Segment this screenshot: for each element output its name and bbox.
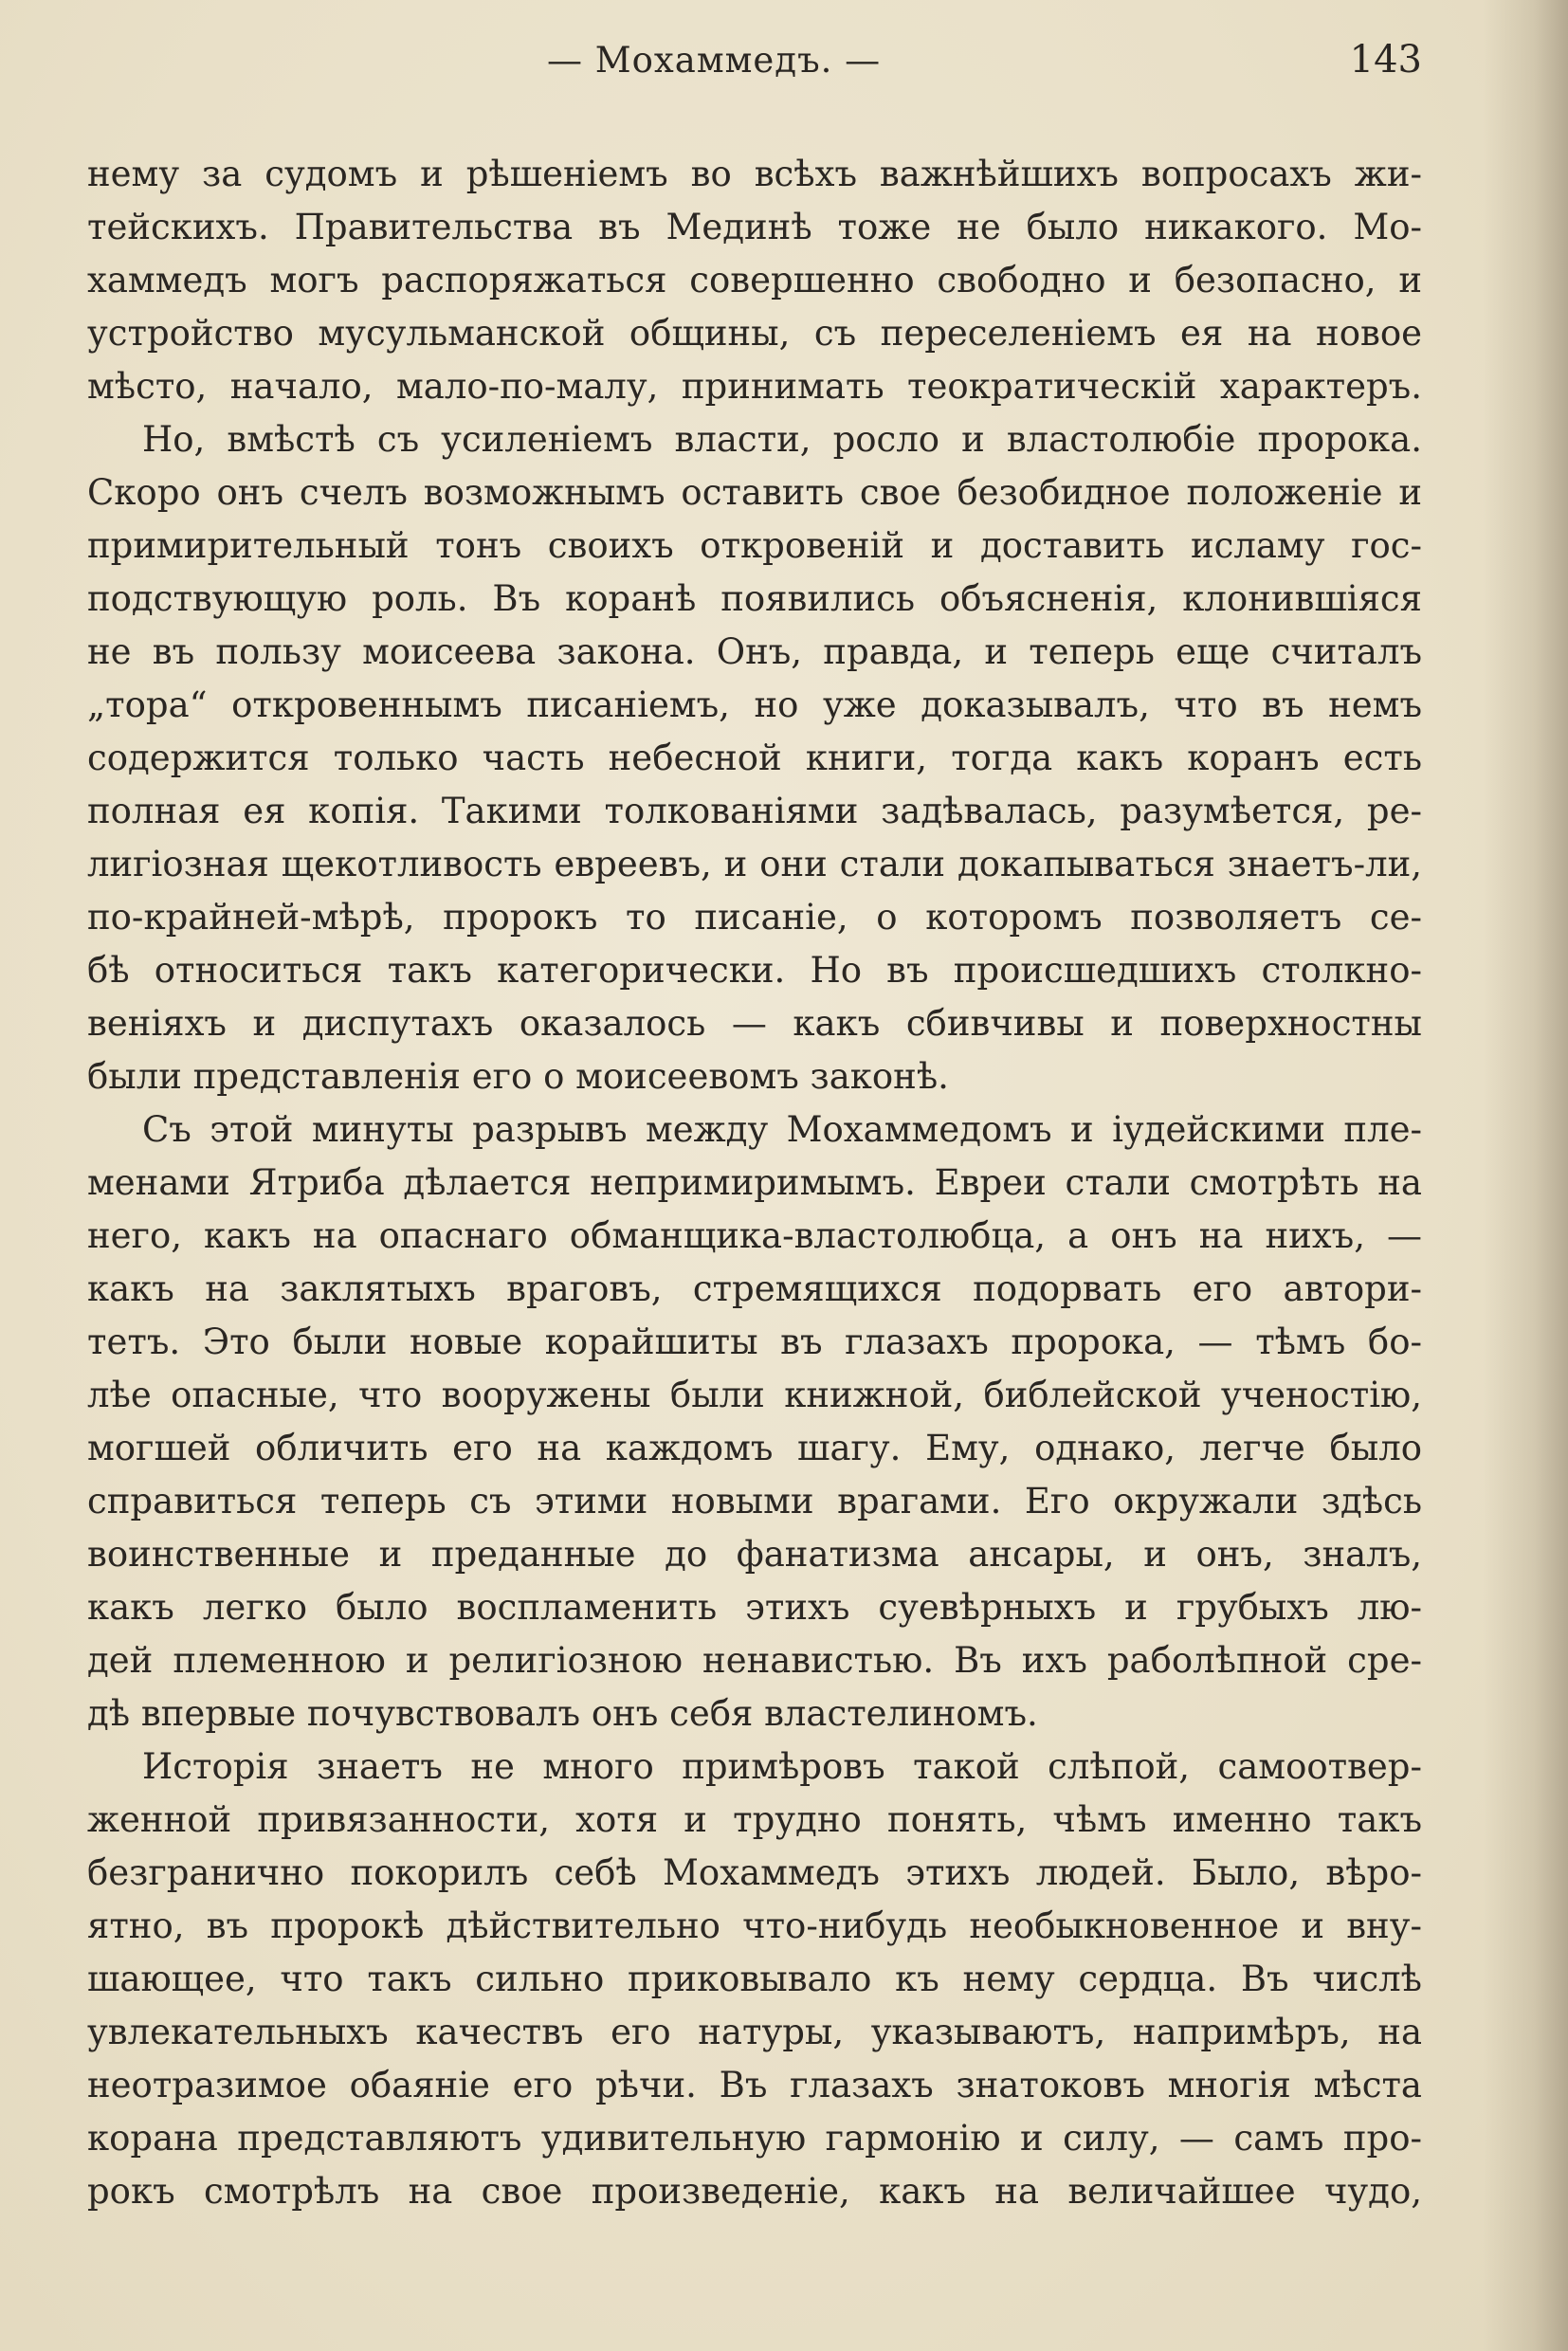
text-line: корана представляютъ удивительную гармонію и силу, — самъ про- [87, 2118, 1422, 2159]
text-line: дей племенною и религіозною ненавистью. Въ ихъ раболѣпной сре- [87, 1640, 1422, 1681]
text-line: шающее, что такъ сильно приковывало къ нему сердца. Въ числѣ [87, 1959, 1422, 1999]
text-line: не въ пользу моисеева закона. Онъ, правда, и теперь еще считалъ [87, 631, 1422, 672]
text-line: хаммедъ могъ распоряжаться совершенно свободно и безопасно, и [87, 260, 1422, 301]
text-line: лѣе опасные, что вооружены были книжной, библейской ученостію, [87, 1375, 1422, 1415]
text-line: рокъ смотрѣлъ на свое произведеніе, какъ на величайшее чудо, [87, 2171, 1422, 2212]
text-line: могшей обличить его на каждомъ шагу. Ему, однако, легче было [87, 1428, 1422, 1468]
text-line: мѣсто, начало, мало-по-малу, принимать теократическій характеръ. [87, 366, 1422, 407]
text-line: полная ея копія. Такими толкованіями задѣвалась, разумѣется, ре- [87, 791, 1422, 831]
text-line: по-крайней-мѣрѣ, пророкъ то писаніе, о которомъ позволяетъ се- [87, 897, 1422, 938]
page-header [87, 36, 1422, 93]
running-title: — Мохаммедъ. — [547, 40, 882, 81]
text-line: менами Ятриба дѣлается непримиримымъ. Евреи стали смотрѣть на [87, 1162, 1422, 1203]
paragraph-start-line: Но, вмѣстѣ съ усиленіемъ власти, росло и властолюбіе пророка. [142, 419, 1422, 460]
paragraph-start-line: Съ этой минуты разрывъ между Мохаммедомъ и іудейскими пле- [142, 1109, 1422, 1150]
text-line: нему за судомъ и рѣшеніемъ во всѣхъ важнѣйшихъ вопросахъ жи- [87, 154, 1422, 194]
body-text [87, 148, 1422, 2218]
text-line: женной привязанности, хотя и трудно понять, чѣмъ именно такъ [87, 1799, 1422, 1840]
text-line: лигіозная щекотливость евреевъ, и они стали докапываться знаетъ-ли, [87, 844, 1422, 884]
text-line: безгранично покорилъ себѣ Мохаммедъ этихъ людей. Было, вѣро- [87, 1852, 1422, 1893]
text-line: какъ на заклятыхъ враговъ, стремящихся подорвать его автори- [87, 1268, 1422, 1309]
text-line: подствующую роль. Въ коранѣ появились объясненія, клонившіяся [87, 578, 1422, 619]
paragraph-end-line: дѣ впервые почувствовалъ онъ себя властелиномъ. [87, 1693, 1038, 1734]
text-line: справиться теперь съ этими новыми врагами. Его окружали здѣсь [87, 1481, 1422, 1522]
text-line: ятно, въ пророкѣ дѣйствительно что-нибудь необыкновенное и вну- [87, 1905, 1422, 1946]
text-line: Скоро онъ счелъ возможнымъ оставить свое безобидное положеніе и [87, 472, 1422, 513]
text-line: примирительный тонъ своихъ откровеній и доставить исламу гос- [87, 525, 1422, 566]
paragraph-end-line: были представленія его о моисеевомъ законѣ. [87, 1056, 949, 1097]
text-line: бѣ относиться такъ категорически. Но въ происшедшихъ столкно- [87, 950, 1422, 991]
text-line: веніяхъ и диспутахъ оказалось — какъ сбивчивы и поверхностны [87, 1003, 1422, 1044]
text-line: какъ легко было воспламенить этихъ суевѣрныхъ и грубыхъ лю- [87, 1587, 1422, 1628]
page-number: 143 [1349, 38, 1422, 82]
page-edge-shadow [1483, 0, 1568, 2351]
paragraph-start-line: Исторія знаетъ не много примѣровъ такой слѣпой, самоотвер- [142, 1746, 1422, 1787]
text-line: тейскихъ. Правительства въ Мединѣ тоже не было никакого. Мо- [87, 207, 1422, 247]
text-line: тетъ. Это были новые корайшиты въ глазахъ пророка, — тѣмъ бо- [87, 1321, 1422, 1362]
text-line: „тора“ откровеннымъ писаніемъ, но уже доказывалъ, что въ немъ [87, 684, 1422, 725]
text-line: него, какъ на опаснаго обманщика-властолюбца, а онъ на нихъ, — [87, 1215, 1422, 1256]
text-line: неотразимое обаяніе его рѣчи. Въ глазахъ знатоковъ многія мѣста [87, 2065, 1422, 2105]
text-line: увлекательныхъ качествъ его натуры, указываютъ, напримѣръ, на [87, 2012, 1422, 2052]
text-line: содержится только часть небесной книги, тогда какъ коранъ есть [87, 738, 1422, 778]
text-line: воинственные и преданные до фанатизма ансары, и онъ, зналъ, [87, 1534, 1422, 1575]
text-line: устройство мусульманской общины, съ переселеніемъ ея на новое [87, 313, 1422, 354]
